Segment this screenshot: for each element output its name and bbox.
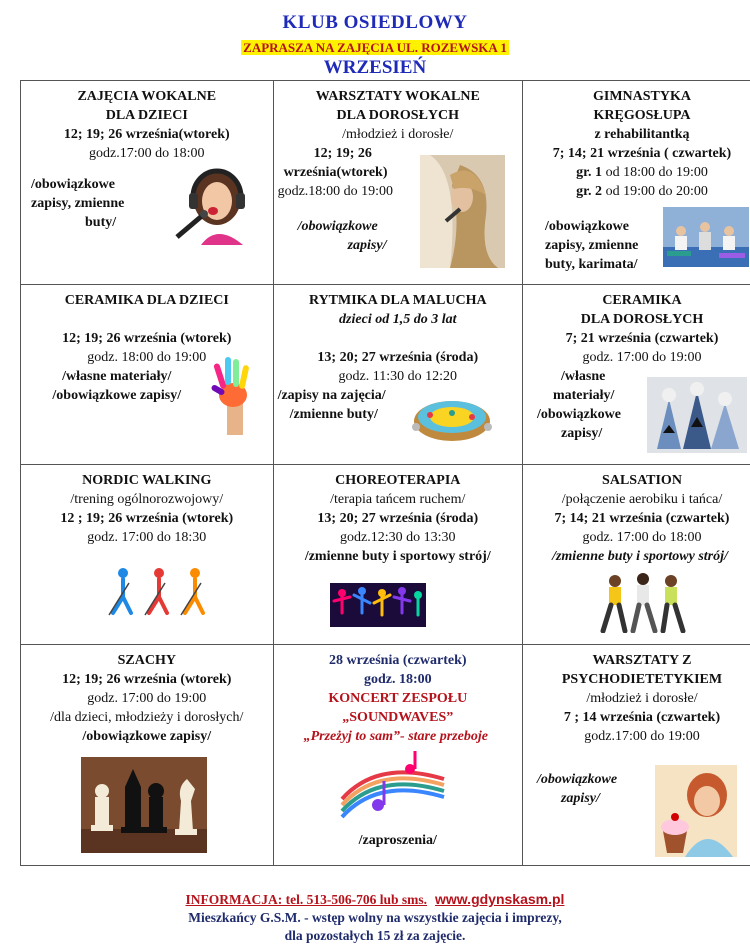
activity-note: /własne materiały/ (62, 369, 172, 384)
activity-time: godz. 11:30 do 12:20 (338, 369, 458, 384)
activity-dates: 7; 21 września (czwartek) (565, 331, 719, 346)
activity-time: godz. 18:00 do 19:00 (87, 350, 207, 365)
activity-time: godz. 17:00 do 18:30 (87, 530, 207, 545)
singing-woman-image (420, 155, 505, 268)
group-2-hours: od 19:00 do 20:00 (602, 184, 708, 199)
activity-dates: 12; 19; 26 września (wtorek) (62, 331, 232, 346)
activity-title: CERAMIKA (602, 293, 682, 308)
group-2-label: gr. 2 (576, 184, 603, 199)
activity-time: godz. 17:00 do 19:00 (582, 350, 702, 365)
month-heading: WRZESIEŃ (323, 57, 427, 78)
activity-title-2: PSYCHODIETETYKIEM (561, 672, 723, 687)
contact-line (0, 890, 750, 909)
activity-title: CHOREOTERAPIA (335, 473, 461, 488)
activity-dates: 12; 19; 26 września (wtorek) (62, 672, 232, 687)
page-title: KLUB OSIEDLOWY (282, 12, 468, 33)
footer (0, 890, 750, 945)
activity-time: godz.17:00 do 18:00 (89, 146, 205, 161)
activity-title-2: KRĘGOSŁUPA (593, 108, 691, 123)
tambourine-image (410, 393, 494, 445)
activity-time: godz.12:30 do 13:30 (340, 530, 456, 545)
website-link[interactable]: www.gdynskasm.pl (435, 891, 565, 907)
cell-concert (273, 645, 522, 866)
activity-dates: 7; 14; 21 września ( czwartek) (552, 146, 732, 161)
ceramic-figures-image (647, 377, 747, 453)
activity-time: godz. 17:00 do 18:00 (582, 530, 702, 545)
activity-title: RYTMIKA DLA MALUCHA (308, 293, 487, 308)
cell-chess (21, 645, 274, 866)
event-time: godz. 18:00 (363, 672, 432, 687)
cell-salsation (522, 465, 750, 645)
activity-note-2: zapisy, zmienne (31, 196, 125, 211)
activity-note: /obowiązkowe zapisy/ (82, 729, 212, 744)
invitation-line (0, 40, 750, 56)
cell-vocal-adults (273, 81, 522, 285)
activity-dates: 12 ; 19; 26 września (wtorek) (60, 511, 234, 526)
activity-title: ZAJĘCIA WOKALNE (77, 89, 217, 104)
cell-rhythmics-toddlers (273, 285, 522, 465)
activity-title: WARSZTATY Z (592, 653, 692, 668)
activity-audience: /młodzież i dorosłe/ (586, 691, 698, 706)
activity-subtitle: /terapia tańcem ruchem/ (330, 492, 466, 507)
singer-girl-image (171, 167, 255, 245)
activity-note: /zapisy na zajęcia/ (277, 388, 386, 403)
activity-dates: 7 ; 14 września (czwartek) (563, 710, 721, 725)
activity-time: godz.17:00 do 19:00 (584, 729, 700, 744)
cell-nordic-walking (21, 465, 274, 645)
group-1-time (527, 163, 750, 182)
cell-vocal-kids (21, 81, 274, 285)
cell-spine-gymnastics (522, 81, 750, 285)
activity-note: /zmienne buty i sportowy strój/ (552, 549, 728, 564)
activity-title: NORDIC WALKING (82, 473, 212, 488)
activity-dates: 7; 14; 21 września (czwartek) (554, 511, 730, 526)
activity-note-4: zapisy/ (560, 426, 603, 441)
painted-hand-image (211, 357, 253, 435)
activity-note-2: /obowiązkowe zapisy/ (52, 388, 182, 403)
activity-note: /własne (560, 369, 606, 384)
activity-dates-2: września(wtorek) (283, 165, 388, 180)
dancers-image (330, 583, 426, 627)
activity-time: godz. 17:00 do 19:00 (87, 691, 207, 706)
activity-note-3: buty/ (85, 215, 117, 230)
event-date: 28 września (czwartek) (328, 653, 467, 668)
activity-title: GIMNASTYKA (592, 89, 691, 104)
cell-choreotherapy (273, 465, 522, 645)
invitation-text: ZAPRASZA NA ZAJĘCIA UL. ROZEWSKA 1 (243, 40, 507, 55)
activity-title-2: DLA DZIECI (105, 108, 188, 123)
cell-ceramics-kids (21, 285, 274, 465)
nordic-walkers-image (101, 565, 221, 619)
band-name: „SOUNDWAVES” (342, 710, 454, 725)
activity-note: /obowiązkowe (31, 177, 115, 192)
gymnastics-class-image (663, 207, 749, 267)
group-1-hours: od 18:00 do 19:00 (602, 165, 708, 180)
activity-subtitle: /trening ogólnorozwojowy/ (70, 492, 224, 507)
concert-subtitle: „Przeżyj to sam”- stare przeboje (303, 729, 488, 744)
activity-note: /obowiązkowe (544, 219, 629, 234)
activity-dates: 13; 20; 27 września (środa) (317, 350, 479, 365)
activity-dates: 12; 19; 26 września(wtorek) (63, 127, 230, 142)
activity-title: CERAMIKA DLA DZIECI (64, 293, 229, 308)
activity-title-2: DLA DOROSŁYCH (336, 108, 460, 123)
activity-title: WARSZTATY WOKALNE (315, 89, 480, 104)
contact-info: INFORMACJA: tel. 513-506-706 lub sms. (185, 892, 428, 907)
group-1-label: gr. 1 (576, 165, 603, 180)
activity-note-2: /zmienne buty/ (289, 407, 378, 422)
activity-note: /zaproszenia/ (358, 833, 437, 848)
activity-audience: /dla dzieci, młodzieży i dorosłych/ (50, 710, 244, 725)
activity-subtitle: /połączenie aerobiku i tańca/ (561, 492, 723, 507)
activity-note-3: /obowiązkowe (536, 407, 621, 422)
activity-audience: dzieci od 1,5 do 3 lat (339, 312, 457, 327)
activity-note-2: materiały/ (552, 388, 615, 403)
activity-time: godz.18:00 do 19:00 (277, 184, 394, 199)
activity-note-3: buty, karimata/ (544, 257, 638, 272)
chess-pieces-image (81, 757, 207, 853)
activity-subtitle: z rehabilitantką (594, 127, 690, 142)
activity-note: /zmienne buty i sportowy strój/ (304, 549, 491, 564)
woman-with-cupcake-image (655, 765, 737, 857)
activity-note-2: zapisy/ (560, 791, 600, 806)
activity-audience: /młodzież i dorosłe/ (342, 127, 454, 142)
group-2-time (527, 182, 750, 201)
salsation-dancers-image (593, 571, 691, 633)
price-note: dla pozostałych 15 zł za zajęcie. (284, 928, 466, 943)
activity-note: /obowiązkowe (297, 219, 378, 234)
activity-dates: 13; 20; 27 września (środa) (317, 511, 479, 526)
residents-note: Mieszkańcy G.S.M. - wstęp wolny na wszystkie zajęcia i imprezy, (188, 910, 562, 925)
schedule-grid (20, 80, 750, 866)
music-notes-image (338, 749, 448, 823)
concert-title: KONCERT ZESPOŁU (328, 691, 468, 706)
activity-note-2: zapisy/ (347, 238, 387, 253)
activity-note: /obowiązkowe (536, 772, 618, 787)
activity-dates: 12; 19; 26 (313, 146, 372, 161)
activity-title-2: DLA DOROSŁYCH (580, 312, 704, 327)
cell-psychodietetics (522, 645, 750, 866)
cell-ceramics-adults (522, 285, 750, 465)
activity-title: SZACHY (117, 653, 176, 668)
activity-note-2: zapisy, zmienne (544, 238, 639, 253)
activity-title: SALSATION (602, 473, 682, 488)
